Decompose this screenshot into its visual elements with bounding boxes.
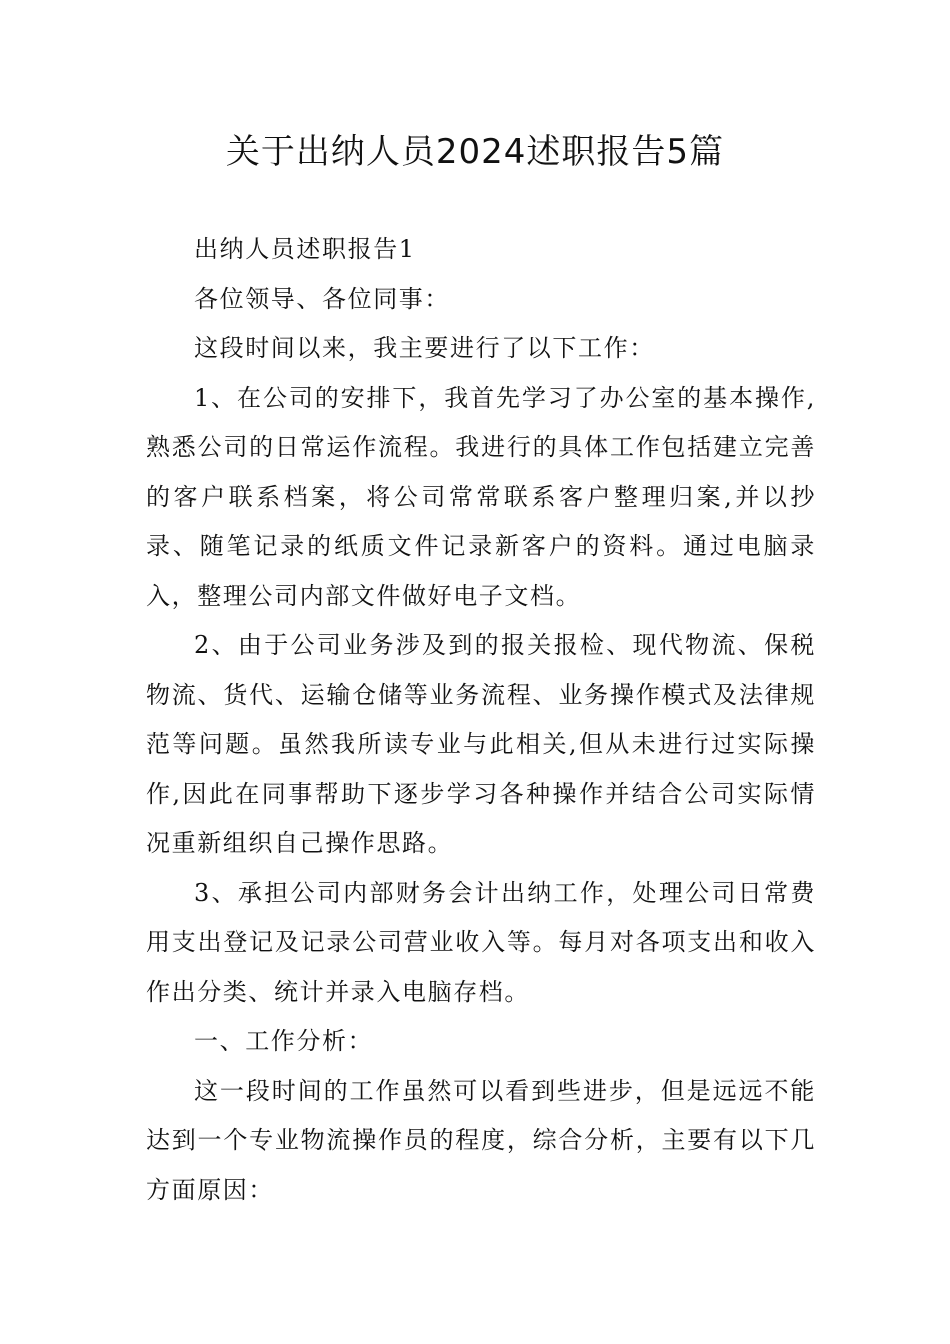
section-heading: 出纳人员述职报告1 (194, 235, 416, 263)
salutation-paragraph: 各位领导、各位同事： (194, 284, 450, 313)
work-item-1-paragraph: 1、在公司的安排下，我首先学习了办公室的基本操作,熟悉公司的日常运作流程。我进行的具体工作包括建立完善的客户联系档案，将公司常常联系客户整理归案,并以抄录、随笔记录的纸质文件记录新客户的资料。通过电脑录入，整理公司内部文件做好电子文档。 (146, 383, 816, 610)
document-title: 关于出纳人员2024述职报告5篇 (225, 132, 725, 172)
document-body (146, 225, 816, 1215)
analysis-paragraph: 这一段时间的工作虽然可以看到些进步，但是远远不能达到一个专业物流操作员的程度，综合分析，主要有以下几方面原因： (146, 1076, 816, 1204)
work-item-2-paragraph: 2、由于公司业务涉及到的报关报检、现代物流、保税物流、货代、运输仓储等业务流程、业务操作模式及法律规范等问题。虽然我所读专业与此相关,但从未进行过实际操作,因此在同事帮助下逐步学习各种操作并结合公司实际情况重新组织自己操作思路。 (146, 631, 816, 857)
intro-paragraph: 这段时间以来，我主要进行了以下工作： (194, 334, 655, 362)
work-item-3-paragraph: 3、承担公司内部财务会计出纳工作，处理公司日常费用支出登记及记录公司营业收入等。每月对各项支出和收入作出分类、统计并录入电脑存档。 (146, 878, 816, 1006)
analysis-heading: 一、工作分析： (194, 1027, 374, 1055)
